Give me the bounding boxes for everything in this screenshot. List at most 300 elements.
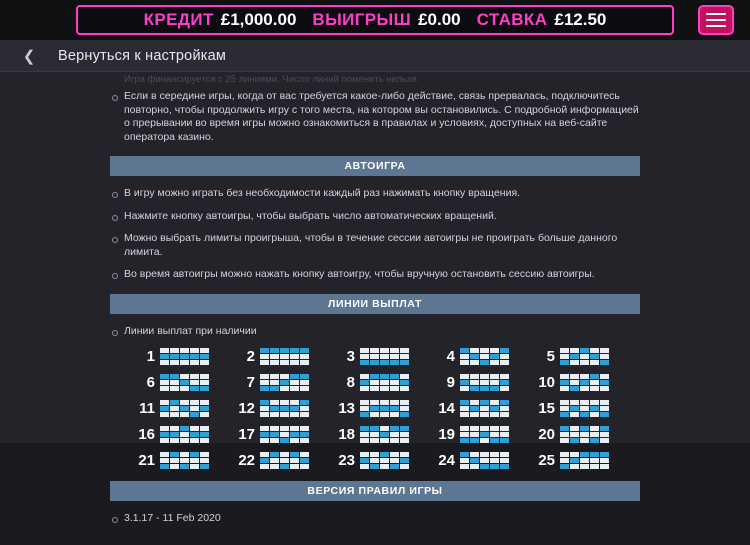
payline-17 <box>225 426 325 443</box>
payline-cell <box>470 464 479 469</box>
menu-bar-1 <box>706 13 726 15</box>
payline-cell <box>280 374 289 379</box>
payline-cell <box>260 452 269 457</box>
payline-cell <box>160 406 169 411</box>
payline-cell <box>160 386 169 391</box>
payline-cell <box>370 380 379 385</box>
payline-1 <box>125 348 225 365</box>
payline-cell <box>160 348 169 353</box>
payline-cell <box>460 458 469 463</box>
payline-cell <box>380 438 389 443</box>
payline-cell <box>400 426 409 431</box>
payline-cell <box>580 360 589 365</box>
payline-cell <box>260 400 269 405</box>
payline-cell <box>290 426 299 431</box>
payline-cell <box>360 380 369 385</box>
payline-cell <box>270 432 279 437</box>
payline-cell <box>490 452 499 457</box>
payline-cell <box>570 354 579 359</box>
payline-cell <box>370 452 379 457</box>
payline-cell <box>480 452 489 457</box>
meter-win <box>312 10 460 30</box>
payline-cell <box>190 348 199 353</box>
payline-cell <box>160 354 169 359</box>
payline-cell <box>260 412 269 417</box>
menu-bar-2 <box>706 19 726 21</box>
payline-15 <box>525 400 625 417</box>
payline-cell <box>460 464 469 469</box>
payline-cell <box>390 400 399 405</box>
payline-cell <box>400 432 409 437</box>
payline-cell <box>600 386 609 391</box>
payline-cell <box>390 380 399 385</box>
version-block <box>110 512 640 526</box>
payline-cell <box>570 348 579 353</box>
payline-cell <box>580 386 589 391</box>
payline-cell <box>170 348 179 353</box>
payline-cell <box>190 354 199 359</box>
payline-cell <box>480 458 489 463</box>
payline-cell <box>400 374 409 379</box>
payline-cell <box>370 426 379 431</box>
payline-cell <box>490 458 499 463</box>
payline-cell <box>460 386 469 391</box>
payline-cell <box>290 400 299 405</box>
payline-cell <box>190 380 199 385</box>
section-heading-paylines: ЛИНИИ ВЫПЛАТ <box>110 294 640 314</box>
hamburger-menu-icon[interactable] <box>698 5 734 35</box>
payline-number: 20 <box>538 426 555 443</box>
payline-cell <box>560 452 569 457</box>
payline-19 <box>425 426 525 443</box>
payline-cell <box>600 360 609 365</box>
payline-cell <box>170 432 179 437</box>
payline-cell <box>580 380 589 385</box>
payline-pattern <box>260 374 309 391</box>
payline-cell <box>500 354 509 359</box>
payline-cell <box>590 432 599 437</box>
payline-cell <box>300 464 309 469</box>
payline-pattern <box>360 374 409 391</box>
payline-cell <box>560 360 569 365</box>
payline-cell <box>390 438 399 443</box>
payline-cell <box>270 412 279 417</box>
payline-cell <box>380 452 389 457</box>
payline-number: 7 <box>246 374 255 391</box>
payline-cell <box>600 380 609 385</box>
payline-cell <box>580 464 589 469</box>
payline-cell <box>280 400 289 405</box>
payline-number: 4 <box>446 348 455 365</box>
payline-cell <box>260 432 269 437</box>
payline-cell <box>200 374 209 379</box>
meter-credit <box>144 10 297 30</box>
payline-cell <box>290 374 299 379</box>
payline-cell <box>280 438 289 443</box>
payline-cell <box>580 348 589 353</box>
menu-bar-3 <box>706 25 726 27</box>
payline-cell <box>590 406 599 411</box>
payline-24 <box>425 452 525 469</box>
payline-cell <box>290 360 299 365</box>
payline-cell <box>460 452 469 457</box>
payline-number: 17 <box>238 426 255 443</box>
payline-cell <box>360 360 369 365</box>
payline-cell <box>260 464 269 469</box>
page-title: Вернуться к настройкам <box>58 47 227 64</box>
payline-cell <box>470 452 479 457</box>
payline-cell <box>260 354 269 359</box>
payline-cell <box>580 452 589 457</box>
payline-pattern <box>160 400 209 417</box>
payline-cell <box>170 464 179 469</box>
payline-cell <box>200 348 209 353</box>
payline-cell <box>390 374 399 379</box>
payline-11 <box>125 400 225 417</box>
payline-number: 25 <box>538 452 555 469</box>
payline-cell <box>270 354 279 359</box>
payline-cell <box>370 412 379 417</box>
payline-cell <box>560 426 569 431</box>
payline-cell <box>280 464 289 469</box>
payline-cell <box>590 452 599 457</box>
payline-6 <box>125 374 225 391</box>
payline-cell <box>580 406 589 411</box>
payline-cell <box>470 426 479 431</box>
payline-cell <box>200 438 209 443</box>
meter-bet-value: £12.50 <box>554 10 607 29</box>
payline-cell <box>290 464 299 469</box>
payline-cell <box>360 400 369 405</box>
payline-cell <box>170 374 179 379</box>
payline-cell <box>480 406 489 411</box>
payline-number: 21 <box>138 452 155 469</box>
payline-cell <box>470 400 479 405</box>
payline-cell <box>360 374 369 379</box>
payline-cell <box>400 348 409 353</box>
payline-cell <box>180 354 189 359</box>
payline-cell <box>560 458 569 463</box>
payline-cell <box>180 406 189 411</box>
payline-cell <box>290 452 299 457</box>
payline-cell <box>260 438 269 443</box>
payline-number: 1 <box>146 348 155 365</box>
payline-pattern <box>560 452 609 469</box>
payline-cell <box>300 426 309 431</box>
payline-cell <box>560 400 569 405</box>
payline-cell <box>560 406 569 411</box>
payline-cell <box>500 452 509 457</box>
payline-cell <box>480 438 489 443</box>
payline-cell <box>390 432 399 437</box>
payline-cell <box>390 412 399 417</box>
payline-cell <box>300 360 309 365</box>
rules-content-scroll[interactable] <box>0 72 750 524</box>
section-heading-version: ВЕРСИЯ ПРАВИЛ ИГРЫ <box>110 481 640 501</box>
payline-number: 12 <box>238 400 255 417</box>
payline-pattern <box>260 348 309 365</box>
payline-cell <box>500 380 509 385</box>
payline-cell <box>160 432 169 437</box>
payline-cell <box>160 426 169 431</box>
payline-cell <box>460 432 469 437</box>
payline-21 <box>125 452 225 469</box>
meter-bet <box>477 10 607 30</box>
payline-cell <box>600 412 609 417</box>
payline-cell <box>380 400 389 405</box>
list-item: Если в середине игры, когда от вас требуется какое-либо действие, связь прервалась, подключитесь повторно, чтобы продолжить игру с того места, на котором вы остановились. С подробной информацией о прерывании во время игры можно ознакомиться в правилах и условиях, доступных на веб-сайте оператора казино. <box>110 90 640 144</box>
payline-cell <box>170 386 179 391</box>
payline-cell <box>580 354 589 359</box>
payline-cell <box>590 380 599 385</box>
payline-cell <box>400 360 409 365</box>
payline-cell <box>490 406 499 411</box>
payline-cell <box>260 458 269 463</box>
payline-cell <box>490 432 499 437</box>
payline-pattern <box>160 426 209 443</box>
payline-cell <box>590 426 599 431</box>
payline-cell <box>390 348 399 353</box>
payline-cell <box>490 386 499 391</box>
chevron-left-icon[interactable]: ❮ <box>22 47 36 65</box>
payline-cell <box>370 400 379 405</box>
payline-cell <box>270 464 279 469</box>
payline-cell <box>580 458 589 463</box>
payline-cell <box>570 426 579 431</box>
payline-cell <box>380 374 389 379</box>
payline-number: 13 <box>338 400 355 417</box>
payline-cell <box>180 380 189 385</box>
faded-top-line: Игра финансируется с 25 линиями. Число линий поменять нельзя. <box>124 74 420 85</box>
payline-cell <box>460 374 469 379</box>
payline-cell <box>570 400 579 405</box>
payline-cell <box>200 426 209 431</box>
payline-16 <box>125 426 225 443</box>
payline-cell <box>600 458 609 463</box>
payline-cell <box>190 386 199 391</box>
payline-cell <box>600 452 609 457</box>
payline-cell <box>560 354 569 359</box>
payline-cell <box>260 360 269 365</box>
payline-cell <box>600 438 609 443</box>
payline-14 <box>425 400 525 417</box>
payline-cell <box>200 458 209 463</box>
payline-cell <box>370 432 379 437</box>
payline-cell <box>170 360 179 365</box>
payline-cell <box>290 412 299 417</box>
payline-cell <box>160 360 169 365</box>
payline-cell <box>180 412 189 417</box>
intro-block <box>110 74 640 144</box>
payline-cell <box>460 426 469 431</box>
payline-cell <box>470 458 479 463</box>
payline-cell <box>400 406 409 411</box>
payline-cell <box>270 374 279 379</box>
payline-cell <box>270 348 279 353</box>
payline-cell <box>380 432 389 437</box>
payline-cell <box>570 386 579 391</box>
payline-cell <box>490 400 499 405</box>
payline-pattern <box>460 400 509 417</box>
payline-cell <box>600 432 609 437</box>
payline-cell <box>500 412 509 417</box>
payline-cell <box>470 438 479 443</box>
payline-cell <box>570 374 579 379</box>
payline-cell <box>200 452 209 457</box>
payline-cell <box>170 406 179 411</box>
payline-pattern <box>160 348 209 365</box>
payline-cell <box>370 354 379 359</box>
payline-cell <box>270 438 279 443</box>
payline-cell <box>180 464 189 469</box>
payline-cell <box>180 348 189 353</box>
meter-frame <box>76 5 674 35</box>
list-item: 3.1.17 - 11 Feb 2020 <box>110 512 640 526</box>
payline-cell <box>500 374 509 379</box>
payline-cell <box>470 380 479 385</box>
payline-number: 3 <box>346 348 355 365</box>
payline-cell <box>490 464 499 469</box>
payline-cell <box>270 360 279 365</box>
payline-cell <box>580 438 589 443</box>
payline-cell <box>270 458 279 463</box>
payline-cell <box>560 348 569 353</box>
payline-number: 5 <box>546 348 555 365</box>
list-item: Линии выплат при наличии <box>110 325 640 339</box>
payline-cell <box>500 386 509 391</box>
payline-cell <box>260 426 269 431</box>
payline-cell <box>500 432 509 437</box>
payline-cell <box>500 464 509 469</box>
payline-cell <box>180 360 189 365</box>
payline-cell <box>370 374 379 379</box>
payline-cell <box>360 432 369 437</box>
payline-cell <box>360 354 369 359</box>
payline-cell <box>600 464 609 469</box>
payline-cell <box>500 348 509 353</box>
payline-cell <box>200 400 209 405</box>
payline-cell <box>480 400 489 405</box>
payline-cell <box>290 432 299 437</box>
payline-cell <box>280 426 289 431</box>
payline-pattern <box>560 348 609 365</box>
payline-cell <box>400 412 409 417</box>
payline-cell <box>280 452 289 457</box>
payline-cell <box>200 380 209 385</box>
payline-cell <box>170 400 179 405</box>
meter-credit-value: £1,000.00 <box>220 10 297 29</box>
payline-cell <box>190 426 199 431</box>
payline-cell <box>560 386 569 391</box>
payline-cell <box>480 432 489 437</box>
autoplay-bullet-list <box>110 187 640 282</box>
payline-cell <box>170 438 179 443</box>
payline-cell <box>390 426 399 431</box>
payline-cell <box>390 458 399 463</box>
payline-cell <box>160 374 169 379</box>
payline-cell <box>380 458 389 463</box>
payline-number: 9 <box>446 374 455 391</box>
payline-cell <box>600 348 609 353</box>
payline-cell <box>390 464 399 469</box>
paylines-grid <box>125 348 625 469</box>
payline-cell <box>290 380 299 385</box>
payline-cell <box>400 452 409 457</box>
payline-number: 23 <box>338 452 355 469</box>
payline-cell <box>470 374 479 379</box>
payline-cell <box>470 386 479 391</box>
payline-cell <box>600 426 609 431</box>
payline-cell <box>260 348 269 353</box>
payline-cell <box>400 464 409 469</box>
payline-cell <box>370 464 379 469</box>
payline-number: 19 <box>438 426 455 443</box>
payline-cell <box>570 406 579 411</box>
payline-cell <box>270 386 279 391</box>
payline-cell <box>390 386 399 391</box>
payline-cell <box>360 426 369 431</box>
paylines-block <box>110 325 640 339</box>
payline-cell <box>380 406 389 411</box>
payline-cell <box>490 380 499 385</box>
payline-5 <box>525 348 625 365</box>
payline-cell <box>460 348 469 353</box>
payline-pattern <box>260 426 309 443</box>
payline-12 <box>225 400 325 417</box>
payline-cell <box>300 452 309 457</box>
payline-cell <box>460 438 469 443</box>
payline-cell <box>190 438 199 443</box>
payline-cell <box>480 412 489 417</box>
payline-cell <box>170 426 179 431</box>
payline-pattern <box>360 400 409 417</box>
payline-cell <box>570 452 579 457</box>
payline-cell <box>270 426 279 431</box>
payline-cell <box>380 348 389 353</box>
payline-cell <box>180 438 189 443</box>
payline-cell <box>190 360 199 365</box>
payline-cell <box>590 354 599 359</box>
payline-cell <box>400 400 409 405</box>
payline-cell <box>180 458 189 463</box>
payline-cell <box>290 348 299 353</box>
payline-pattern <box>160 374 209 391</box>
payline-cell <box>460 354 469 359</box>
payline-cell <box>280 354 289 359</box>
meter-win-value: £0.00 <box>418 10 461 29</box>
payline-cell <box>190 412 199 417</box>
payline-cell <box>270 452 279 457</box>
payline-cell <box>380 354 389 359</box>
payline-cell <box>400 386 409 391</box>
payline-cell <box>280 380 289 385</box>
payline-cell <box>500 438 509 443</box>
payline-cell <box>260 406 269 411</box>
payline-cell <box>360 412 369 417</box>
payline-cell <box>170 412 179 417</box>
payline-cell <box>480 348 489 353</box>
payline-cell <box>590 374 599 379</box>
payline-7 <box>225 374 325 391</box>
payline-cell <box>300 354 309 359</box>
payline-pattern <box>460 374 509 391</box>
payline-cell <box>200 354 209 359</box>
payline-cell <box>180 374 189 379</box>
version-bullet-list <box>110 512 640 526</box>
payline-cell <box>360 386 369 391</box>
payline-cell <box>190 406 199 411</box>
payline-cell <box>460 360 469 365</box>
